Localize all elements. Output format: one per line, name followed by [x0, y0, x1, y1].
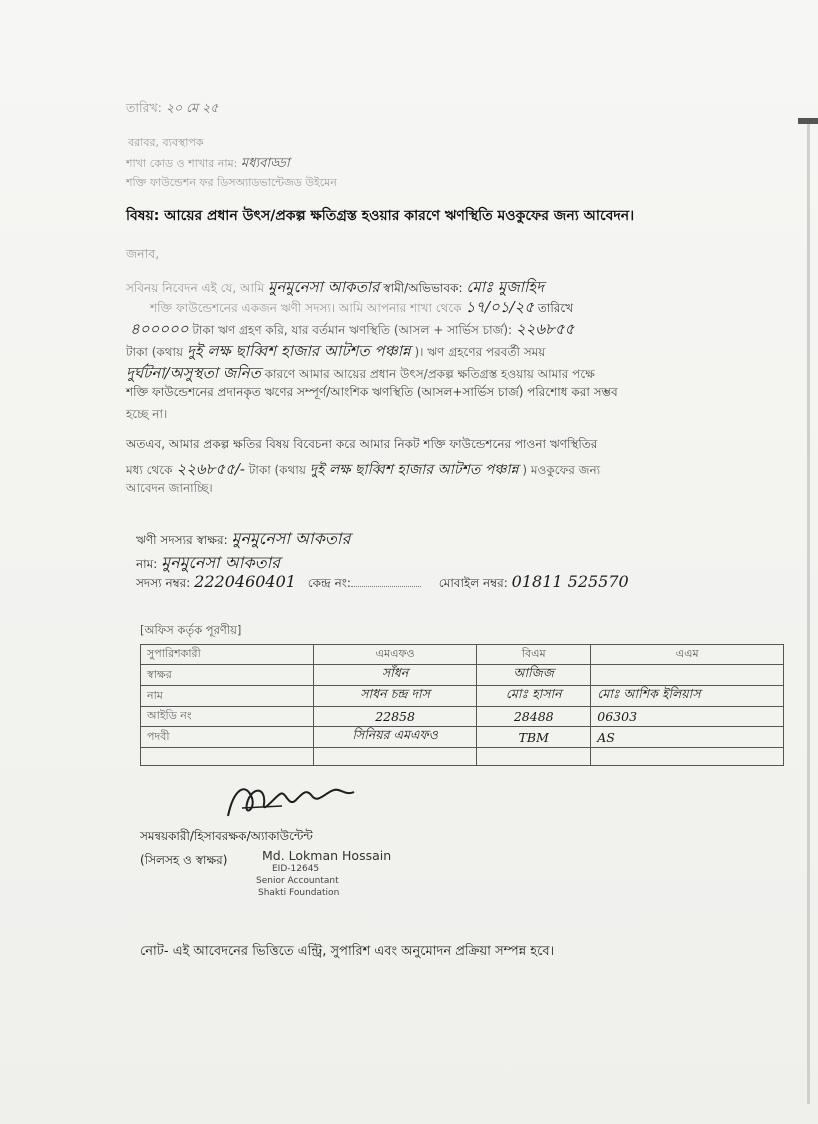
office-line: শক্তি ফাউন্ডেশন ফর ডিসঅ্যাডভান্টেজড উইমেন [126, 176, 337, 189]
accountant-seal-label: (সিলসহ ও স্বাক্ষর) [140, 853, 228, 867]
branch-line: শাখা কোড ও শাখার নাম: মধ্যবাড্ডা [126, 156, 290, 171]
salutation: জনাব, [126, 246, 160, 261]
body-line-8: অতএব, আমার প্রকল্প ক্ষতির বিষয় বিবেচনা করে আমার নিকট শক্তি ফাউন্ডেশনের পাওনা ঋণস্থিতির [126, 437, 598, 451]
accountant-signature-image [222, 778, 362, 824]
table-row [141, 686, 784, 707]
scan-edge-shadow [807, 124, 810, 1104]
table-cell: 06303 [591, 707, 784, 727]
body-line-1: সবিনয় নিবেদন এই যে, আমি মুনমুনেসা আকতার স্বামী/অভিভাবক: মোঃ মুজাহিদ [126, 278, 545, 296]
accountant-title: সমন্বয়কারী/হিসাবরক্ষক/অ্যাকাউন্টেন্ট [140, 829, 313, 843]
recipient-line: বরাবর, ব্যবস্থাপক [128, 136, 204, 149]
table-cell: স্বাক্ষর [141, 665, 314, 686]
table-cell: 28488 [477, 707, 591, 727]
table-cell: আজিজ [477, 665, 591, 686]
body-line-7: হচ্ছে না। [126, 407, 168, 421]
body-line-5: দুর্ঘটনা/অসুস্থতা জনিত কারণে আমার আয়ের প্রধান উৎস/প্রকল্প ক্ষতিগ্রস্ত হওয়ায় আমার পক্ষে [126, 364, 595, 382]
table-cell [591, 748, 784, 766]
table-header-cell: এমএফও [314, 645, 477, 665]
stamp-id: EID-12645 [272, 864, 320, 874]
stamp-role: Senior Accountant [256, 876, 339, 886]
table-cell: পদবী [141, 727, 314, 748]
table-header-cell: বিএম [477, 645, 591, 665]
table-row [141, 748, 784, 766]
office-use-table [140, 644, 784, 766]
body-line-3: ৪০০০০০ টাকা ঋণ গ্রহণ করি, যার বর্তমান ঋণস্থিতি (আসল + সার্ভিস চার্জ): ২২৬৮৫৫ [130, 320, 575, 338]
subject-line: বিষয়: আয়ের প্রধান উৎস/প্রকল্প ক্ষতিগ্রস্ত হওয়ার কারণে ঋণস্থিতি মওকুফের জন্য আবেদন। [126, 208, 635, 224]
table-cell: 22858 [314, 707, 477, 727]
stamp-org: Shakti Foundation [258, 888, 340, 898]
office-use-heading: [অফিস কর্তৃক পূরণীয়] [140, 623, 242, 637]
table-cell: মোঃ হাসান [477, 686, 591, 707]
date-line: তারিখ: ২০ মে ২৫ [126, 100, 219, 115]
table-row [141, 665, 784, 686]
table-cell [477, 748, 591, 766]
table-cell [591, 665, 784, 686]
body-line-9: মধ্য থেকে ২২৬৮৫৫/- টাকা (কথায় দুই লক্ষ ছাব্বিশ হাজার আটশত পঞ্চান্ন ) মওকুফের জন্য [126, 460, 601, 478]
table-header-cell: এএম [591, 645, 784, 665]
stamp-name: Md. Lokman Hossain [262, 848, 392, 863]
table-cell: সাধন চন্দ্র দাস [314, 686, 477, 707]
table-cell: মোঃ আশিক ইলিয়াস [591, 686, 784, 707]
table-row [141, 707, 784, 727]
table-cell: AS [591, 727, 784, 748]
member-name-row: নাম: মুনমুনেসা আকতার [136, 553, 281, 572]
table-cell: TBM [477, 727, 591, 748]
table-row [141, 727, 784, 748]
table-cell: সিনিয়র এমএফও [314, 727, 477, 748]
table-header-row [141, 645, 784, 665]
member-number-row: সদস্য নম্বর: 2220460401 কেন্দ্র নং: মোবাইল নম্বর: 01811 525570 [136, 572, 629, 591]
table-cell: সুপারিশকারী [141, 645, 314, 665]
table-cell: নাম [141, 686, 314, 707]
table-cell [141, 748, 314, 766]
table-cell: আইডি নং [141, 707, 314, 727]
body-line-10: আবেদন জানাচ্ছি। [126, 481, 213, 495]
table-cell: সাঁধন [314, 665, 477, 686]
body-line-2: শক্তি ফাউন্ডেশনের একজন ঋণী সদস্য। আমি আপনার শাখা থেকে ১৭/০১/২৫ তারিখে [150, 298, 574, 316]
table-cell [314, 748, 477, 766]
member-signature-row: ঋণী সদস্যর স্বাক্ষর: মুনমুনেসা আকতার [136, 529, 351, 548]
body-line-6: শক্তি ফাউন্ডেশনের প্রদানকৃত ঋণের সম্পূর্ণ/আংশিক ঋণস্থিতি (আসল+সার্ভিস চার্জ) পরিশোধ করা সম্ভব [126, 385, 618, 399]
footnote: নোট- এই আবেদনের ভিত্তিতে এন্ট্রি, সুপারিশ এবং অনুমোদন প্রক্রিয়া সম্পন্ন হবে। [140, 944, 555, 959]
body-line-4: টাকা (কথায় দুই লক্ষ ছাব্বিশ হাজার আটশত পঞ্চান্ন )। ঋণ গ্রহণের পরবর্তী সময় [126, 342, 546, 360]
